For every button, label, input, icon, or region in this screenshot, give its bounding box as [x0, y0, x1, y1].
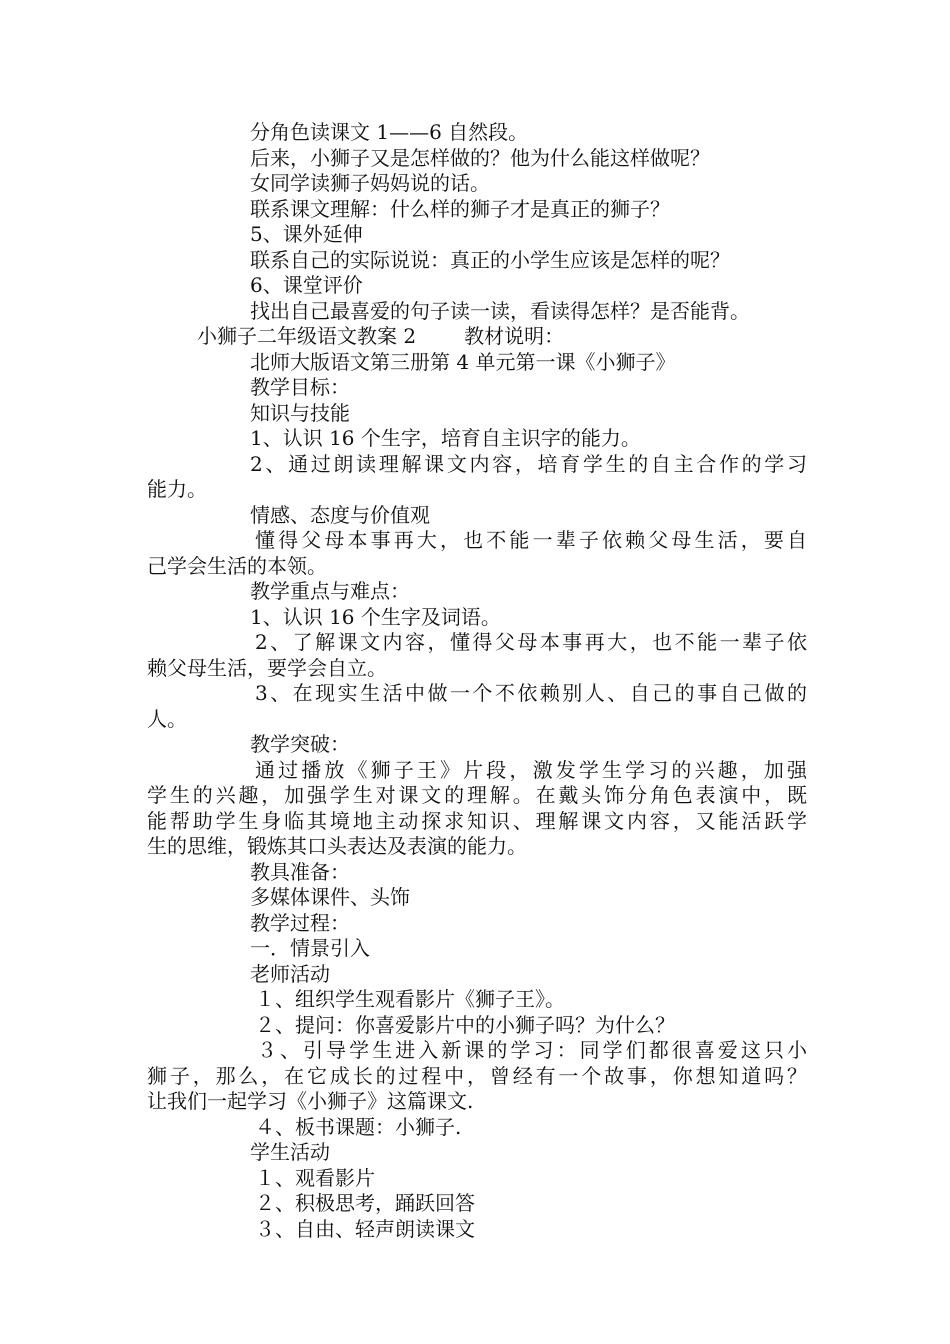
- text-line: 学生活动: [250, 1140, 330, 1164]
- text-line: １、组织学生观看影片《狮子王》。: [255, 987, 565, 1011]
- text-line: 教学目标：: [250, 375, 350, 399]
- text-line: 能力。: [147, 477, 207, 501]
- text-line: ３、引导学生进入新课的学习：同学们都很喜爱这只小: [257, 1038, 807, 1062]
- lesson-plan-title: 小狮子二年级语文教案 2: [197, 324, 417, 348]
- text-line: 5、课外延伸: [250, 222, 363, 246]
- text-line: 分角色读课文 1——6 自然段。: [250, 120, 529, 144]
- text-line: 老师活动: [250, 961, 330, 986]
- text-line: 教学重点与难点：: [250, 579, 410, 603]
- text-line: ３、自由、轻声朗读课文: [255, 1216, 475, 1241]
- text-line: 教学突破：: [250, 732, 350, 756]
- text-line: 通过播放《狮子王》片段，激发学生学习的兴趣，加强: [255, 757, 807, 782]
- text-line: 教材说明：: [464, 324, 565, 348]
- text-line: 情感、态度与价值观: [250, 502, 430, 527]
- text-line: 2、了解课文内容，懂得父母本事再大，也不能一辈子依: [255, 630, 807, 654]
- text-line: 狮子，那么，在它成长的过程中，曾经有一个故事，你想知道吗？: [147, 1063, 807, 1088]
- text-line: 多媒体课件、头饰: [250, 885, 410, 909]
- text-line: 己学会生活的本领。: [147, 553, 327, 578]
- text-line: ２、提问：你喜爱影片中的小狮子吗？为什么？: [255, 1012, 675, 1037]
- text-line: 生的思维，锻炼其口头表达及表演的能力。: [147, 834, 527, 858]
- text-line: 1、认识 16 个生字及词语。: [250, 604, 501, 629]
- text-line: 1、认识 16 个生字，培育自主识字的能力。: [250, 426, 641, 450]
- text-line: 教具准备：: [250, 859, 350, 884]
- text-line: 后来，小狮子又是怎样做的？他为什么能这样做呢？: [250, 145, 710, 170]
- text-line: 联系课文理解：什么样的狮子才是真正的狮子？: [250, 196, 670, 221]
- text-line: 北师大版语文第三册第 4 单元第一课《小狮子》: [250, 349, 676, 374]
- text-line: 学生的兴趣，加强学生对课文的理解。在戴头饰分角色表演中，既: [147, 783, 807, 807]
- text-line: 能帮助学生身临其境地主动探求知识、理解课文内容，又能活跃学: [147, 808, 807, 833]
- text-line: １、观看影片: [255, 1165, 375, 1190]
- text-line: 让我们一起学习《小狮子》这篇课文.: [147, 1089, 474, 1113]
- text-line: 懂得父母本事再大，也不能一辈子依赖父母生活，要自: [255, 528, 807, 552]
- text-line: 一．情景引入: [250, 936, 370, 960]
- text-line: 人。: [147, 706, 187, 731]
- text-line: ２、积极思考，踊跃回答: [255, 1191, 475, 1215]
- text-line: 女同学读狮子妈妈说的话。: [250, 171, 490, 195]
- text-line: 知识与技能: [250, 400, 350, 425]
- text-line: ４、板书课题：小狮子.: [255, 1114, 462, 1139]
- lesson-plan-heading: [147, 324, 807, 350]
- text-line: 3、在现实生活中做一个不依赖别人、自己的事自己做的: [255, 681, 807, 705]
- text-line: 教学过程：: [250, 910, 350, 935]
- text-line: 6、课堂评价: [250, 273, 363, 297]
- text-line: 赖父母生活，要学会自立。: [147, 655, 387, 680]
- text-line: 找出自己最喜爱的句子读一读，看读得怎样？是否能背。: [250, 298, 750, 323]
- text-line: 2、通过朗读理解课文内容，培育学生的自主合作的学习: [250, 451, 807, 476]
- document-body: [147, 120, 807, 1242]
- text-line: 联系自己的实际说说：真正的小学生应该是怎样的呢？: [250, 247, 730, 272]
